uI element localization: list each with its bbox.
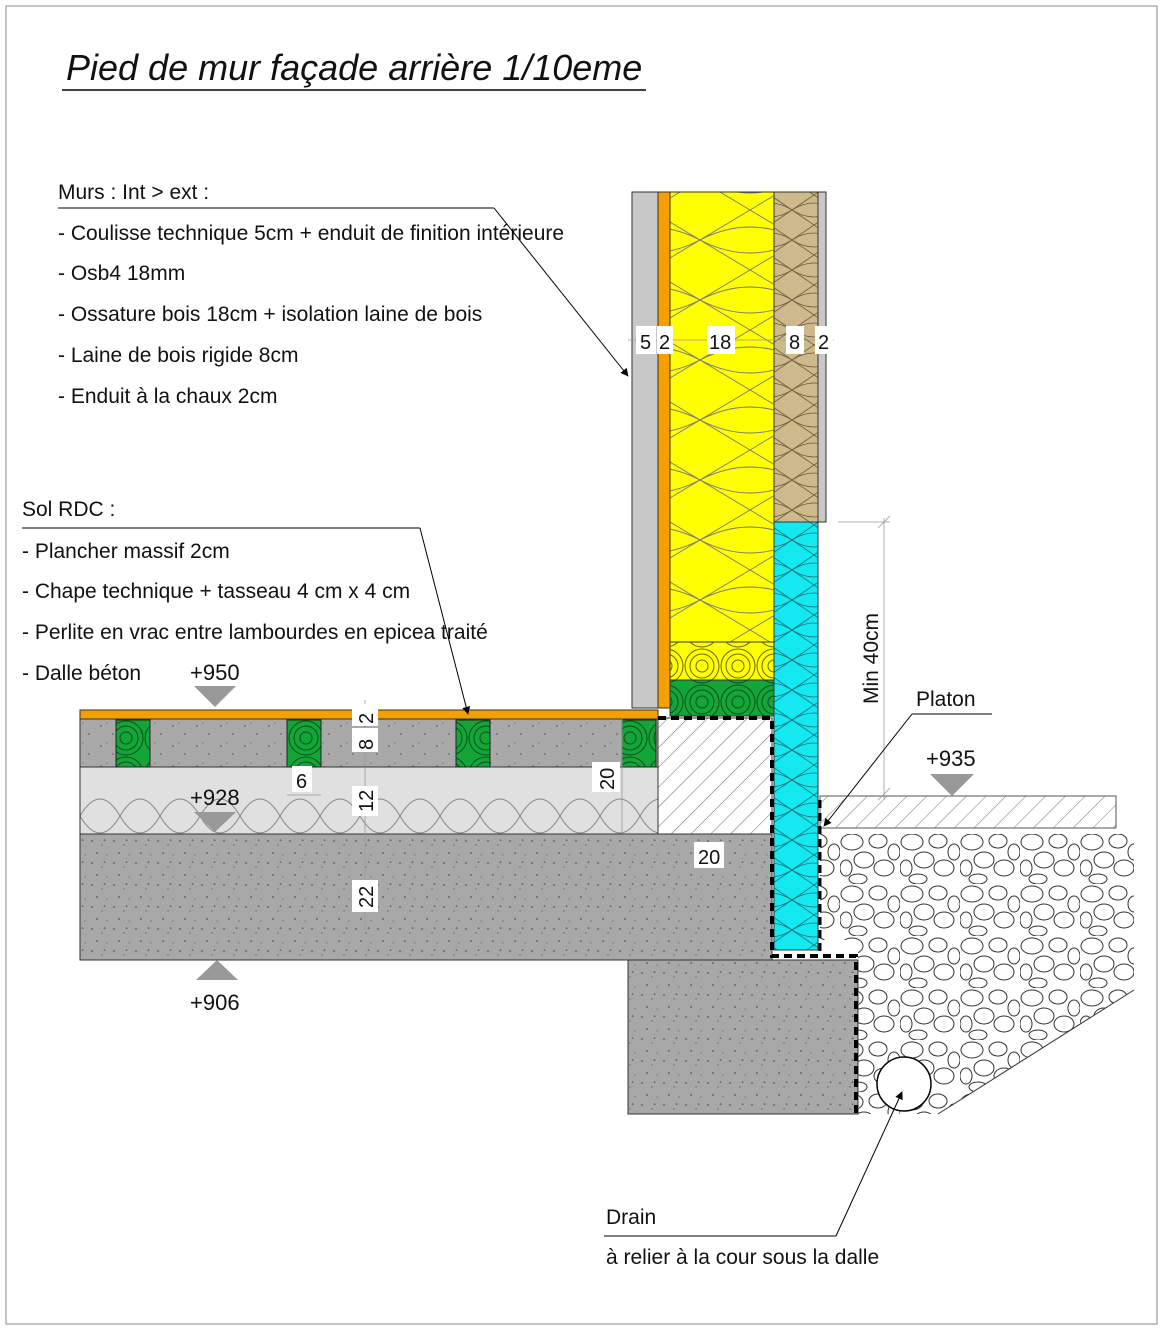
wall-note-4: - Laine de bois rigide 8cm: [58, 344, 299, 367]
level-slab-bottom-marker: [196, 960, 238, 980]
wall-dim-5: 2: [818, 332, 830, 354]
floor-dim-plank: 2: [356, 712, 378, 724]
block-height-dim: 20: [597, 767, 619, 790]
wall-lime-render: [818, 192, 826, 522]
wall-osb: [658, 192, 670, 708]
bearing-block: [658, 718, 772, 834]
level-ground: +935: [926, 746, 976, 771]
batten-3: [456, 720, 490, 767]
level-insulation-top: +928: [190, 785, 240, 810]
floor-note-1: - Plancher massif 2cm: [22, 540, 230, 563]
wall-dim-4: 8: [789, 332, 801, 354]
floor-note-2: - Chape technique + tasseau 4 cm x 4 cm: [22, 580, 411, 603]
wall-notes-heading: Murs : Int > ext :: [58, 181, 210, 204]
batten-width-dim: 6: [296, 771, 308, 793]
batten-2: [287, 720, 321, 767]
ground-surface-hatch: [820, 796, 1116, 828]
platon-label: Platon: [916, 688, 976, 711]
floor-note-4: - Dalle béton: [22, 662, 142, 685]
floor-dim-perlite: 12: [356, 789, 378, 812]
level-slab-bottom: +906: [190, 990, 240, 1015]
wall-wood-fibre-insulation: [670, 192, 774, 642]
drawing-title: Pied de mur façade arrière 1/10eme: [66, 47, 643, 88]
wall-dim-2: 2: [659, 332, 671, 354]
wall-sole-plate-top: [670, 642, 774, 680]
wall-rigid-fibre-board: [774, 192, 818, 522]
floor-notes-heading: Sol RDC :: [22, 498, 116, 521]
wall-dim-1: 5: [640, 332, 652, 354]
floor-note-3: - Perlite en vrac entre lambourdes en epicea traité: [22, 621, 488, 644]
batten-4: [622, 720, 656, 767]
plinth-insulation: [774, 522, 818, 950]
drain-pipe: [877, 1057, 931, 1111]
wall-note-3: - Ossature bois 18cm + isolation laine de bois: [58, 303, 483, 326]
block-width-dim: 20: [698, 847, 721, 869]
level-floor-top: +950: [190, 660, 240, 685]
wall-note-1: - Coulisse technique 5cm + enduit de finition intérieure: [58, 222, 565, 245]
level-floor-top-marker: [194, 686, 236, 707]
batten-1: [116, 720, 150, 767]
min-height-label: Min 40cm: [860, 612, 883, 704]
wall-note-5: - Enduit à la chaux 2cm: [58, 385, 278, 408]
wall-dim-3: 18: [709, 332, 732, 354]
foundation-footing: [628, 960, 858, 1114]
drain-label: Drain: [606, 1206, 657, 1229]
drain-note: à relier à la cour sous la dalle: [606, 1246, 880, 1269]
wall-service-cavity: [632, 192, 658, 708]
wall-sole-plate: [670, 680, 774, 716]
floor-dim-slab: 22: [356, 885, 378, 908]
concrete-slab: [80, 834, 772, 960]
gravel-backfill: [820, 834, 1134, 940]
level-ground-marker: [930, 774, 974, 796]
wall-note-2: - Osb4 18mm: [58, 262, 186, 285]
floor-dim-batten: 8: [356, 738, 378, 750]
